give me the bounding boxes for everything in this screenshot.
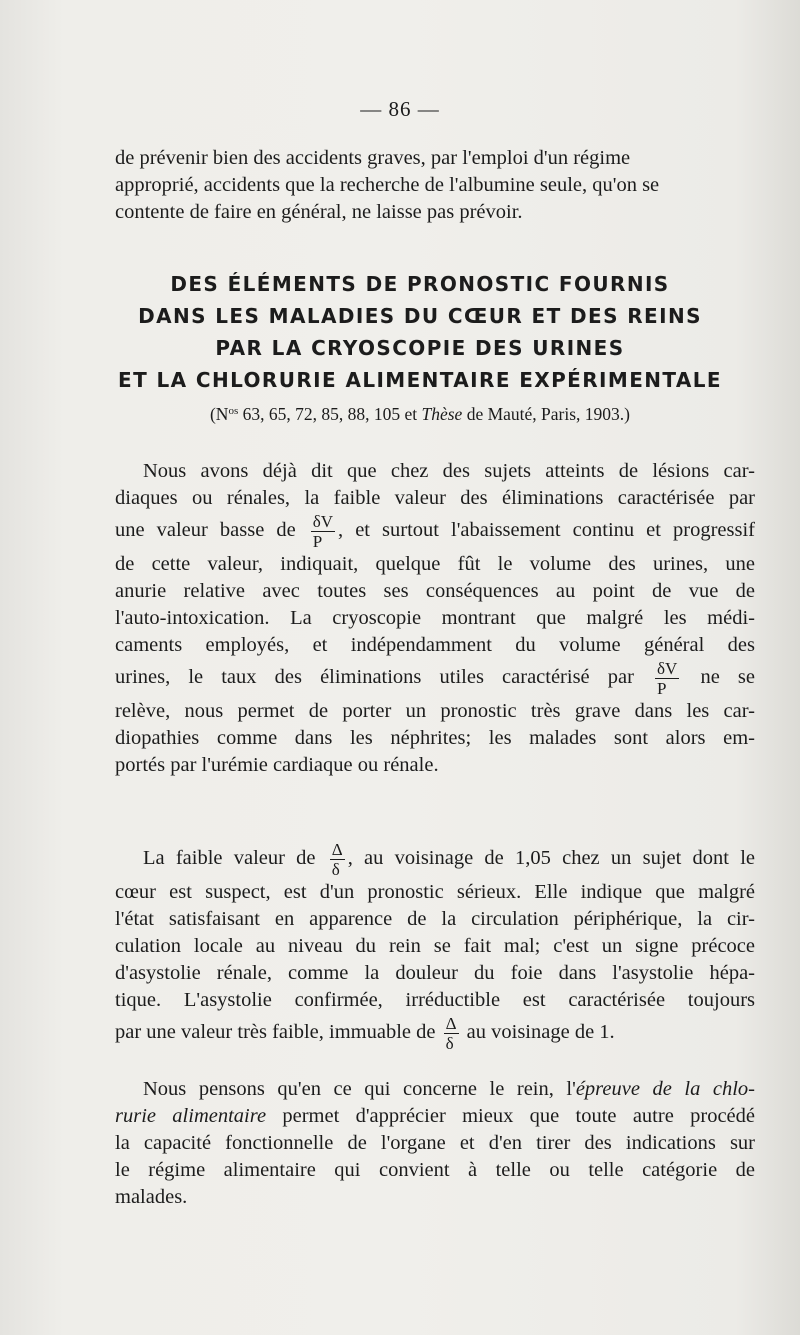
text-line: de cette valeur, indiquait, quelque fût le volume des urines, une [115, 553, 755, 575]
text-line: cœur est suspect, est d'un pronostic sérieux. Elle indique que malgré [115, 881, 755, 903]
fraction-dv-over-p: $\frac{\delta V}{P}$ [312, 512, 334, 551]
text-line: par une valeur très faible, immuable de $\frac{\Delta}{\delta}$ au voisinage de 1. [115, 1014, 615, 1053]
text-line: tique. L'asystolie confirmée, irréductible est caractérisée toujours [115, 989, 755, 1011]
text-line: culation locale au niveau du rein se fait mal; c'est un signe précoce [115, 935, 755, 957]
section-title-line: ET LA CHLORURIE ALIMENTAIRE EXPÉRIMENTALE [118, 368, 722, 392]
section-title-line: DES ÉLÉMENTS DE PRONOSTIC FOURNIS [170, 272, 670, 296]
text-line: relève, nous permet de porter un pronostic très grave dans les car- [115, 700, 755, 722]
text-line: d'asystolie rénale, comme la douleur du foie dans l'asystolie hépa- [115, 962, 755, 984]
text-line: approprié, accidents que la recherche de l'albumine seule, qu'on se [115, 174, 660, 196]
text-line: le régime alimentaire qui convient à telle ou telle catégorie de [115, 1159, 755, 1181]
text-line: la capacité fonctionnelle de l'organe et d'en tirer des indications sur [115, 1132, 755, 1154]
text-line: Nous avons déjà dit que chez des sujets atteints de lésions car- [143, 460, 755, 482]
fraction-dv-over-p: $\frac{\delta V}{P}$ [657, 659, 678, 698]
text-line: caments employés, et indépendamment du volume général des [115, 634, 755, 656]
text-line: diopathies comme dans les néphrites; les malades sont alors em- [115, 727, 755, 749]
paragraph-elimination [115, 458, 755, 779]
section-title-line: PAR LA CRYOSCOPIE DES URINES [215, 336, 625, 360]
text-line: urines, le taux des éliminations utiles caractérisé par $\frac{\delta V}{P}$ ne se [115, 659, 755, 698]
text-line: de prévenir bien des accidents graves, par l'emploi d'un régime [115, 147, 631, 169]
paragraph-chlorurie [115, 1076, 755, 1211]
text-line: l'état satisfaisant en apparence de la circulation périphérique, la cir- [115, 908, 755, 930]
section-title-line: DANS LES MALADIES DU CŒUR ET DES REINS [138, 304, 702, 328]
fraction-delta: $\frac{\Delta}{\delta}$ [331, 840, 343, 879]
text-line: contente de faire en général, ne laisse pas prévoir. [115, 201, 523, 223]
section-title [100, 268, 740, 396]
page-number: — 86 — [360, 97, 440, 121]
text-line: rurie alimentaire permet d'apprécier mieux que toute autre procédé [115, 1105, 755, 1127]
text-line: portés par l'urémie cardiaque ou rénale. [115, 754, 439, 776]
intro-paragraph [115, 145, 755, 226]
text-line: anurie relative avec toutes ses conséquences au point de vue de [115, 580, 755, 602]
text-line: l'auto-intoxication. La cryoscopie montrant que malgré les médi- [115, 607, 755, 629]
text-line: diaques ou rénales, la faible valeur des éliminations caractérisée par [115, 487, 755, 509]
text-line: Nous pensons qu'en ce qui concerne le rein, l'épreuve de la chlo- [143, 1078, 755, 1100]
text-line: une valeur basse de $\frac{\delta V}{P}$ , et surtout l'abaissement continu et progressif [115, 512, 755, 551]
fraction-delta: $\frac{\Delta}{\delta}$ [445, 1014, 457, 1053]
text-line: La faible valeur de $\frac{\Delta}{\delta}$ , au voisinage de 1,05 chez un sujet dont le [143, 840, 755, 879]
text-line: malades. [115, 1186, 188, 1208]
paragraph-delta [115, 840, 755, 1053]
section-references: ($N^{os}$ 63, 65, 72, 85, 88, 105 et Thèse de Mauté, Paris, 1903.) [209, 404, 631, 424]
